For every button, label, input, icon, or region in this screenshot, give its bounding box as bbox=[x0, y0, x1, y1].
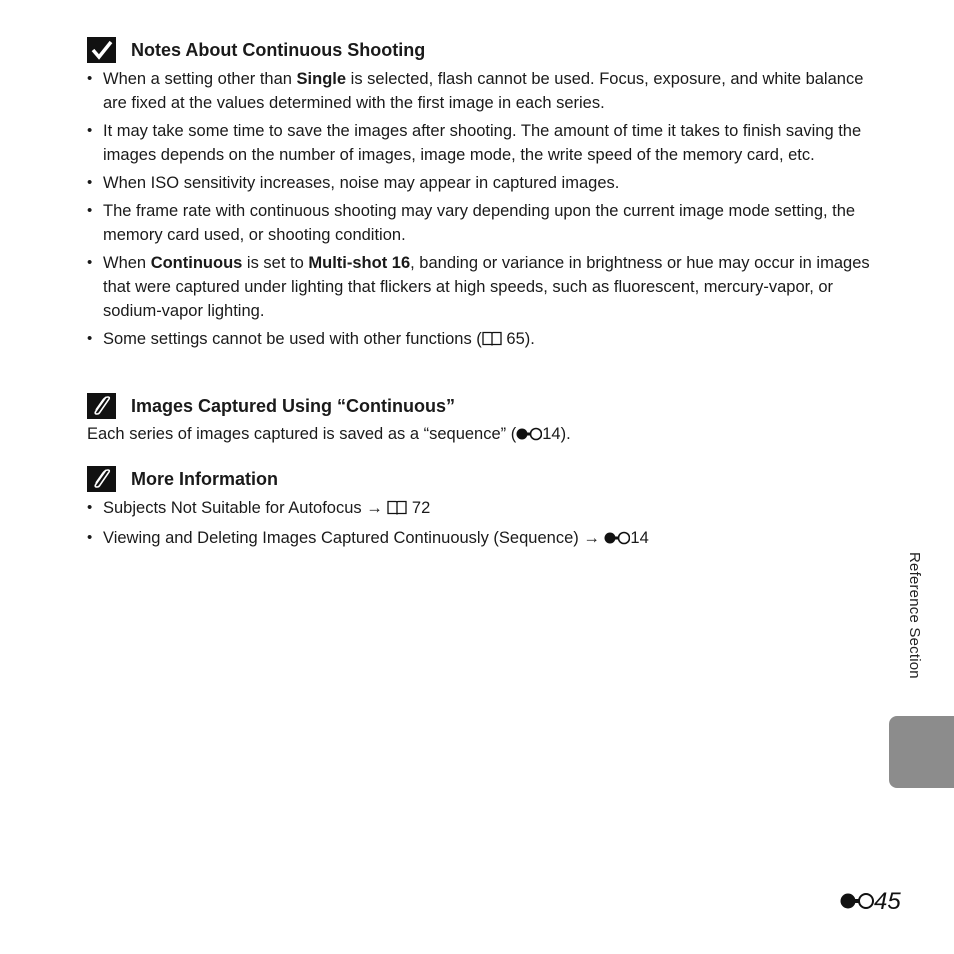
arrow-icon: → bbox=[366, 499, 383, 517]
reference-e-icon bbox=[604, 528, 630, 552]
side-tab-label: Reference Section bbox=[906, 552, 923, 679]
more-heading bbox=[87, 465, 877, 493]
page-number: 45 bbox=[840, 888, 901, 917]
images-section bbox=[87, 392, 877, 448]
list-item: • It may take some time to save the images after shooting. The amount of time it takes to finish saving the images depends on the number of images, image mode, the write speed of the memory card, etc. bbox=[87, 119, 877, 167]
notes-heading bbox=[87, 36, 877, 64]
list-item: • When ISO sensitivity increases, noise may appear in captured images. bbox=[87, 171, 877, 195]
images-text: Each series of images captured is saved as a “sequence” ( 14). bbox=[87, 422, 877, 448]
list-item: • The frame rate with continuous shooting may vary depending upon the current image mode setting, the memory card used, or shooting condition. bbox=[87, 199, 877, 247]
arrow-icon: → bbox=[583, 529, 600, 547]
notes-list bbox=[87, 67, 877, 353]
list-item: • When a setting other than Single is selected, flash cannot be used. Focus, exposure, and white balance are fixed at the values determined with the first image in each series. bbox=[87, 67, 877, 115]
list-item: • Some settings cannot be used with other functions ( 65). bbox=[87, 327, 877, 353]
pencil-note-icon bbox=[87, 393, 116, 419]
images-title: Images Captured Using “Continuous” bbox=[131, 396, 456, 416]
more-list bbox=[87, 496, 877, 552]
reference-e-icon bbox=[840, 889, 874, 917]
list-item: • When Continuous is set to Multi-shot 16, banding or variance in brightness or hue may occur in images that were captured under lighting that flickers at high speeds, such as fluorescent, mercury-vapor, or sodium-vapor lighting. bbox=[87, 251, 877, 323]
caution-check-icon bbox=[87, 37, 116, 63]
list-item: • Subjects Not Suitable for Autofocus → 72 bbox=[87, 496, 877, 522]
more-section bbox=[87, 465, 877, 556]
more-title: More Information bbox=[131, 469, 278, 489]
book-icon bbox=[387, 498, 407, 522]
notes-section bbox=[87, 36, 877, 357]
pencil-note-icon bbox=[87, 466, 116, 492]
book-icon bbox=[482, 329, 502, 353]
images-heading bbox=[87, 392, 877, 420]
notes-title: Notes About Continuous Shooting bbox=[131, 40, 426, 60]
side-tab bbox=[889, 716, 954, 788]
reference-e-icon bbox=[516, 424, 542, 448]
list-item: • Viewing and Deleting Images Captured Continuously (Sequence) → 14 bbox=[87, 526, 877, 552]
